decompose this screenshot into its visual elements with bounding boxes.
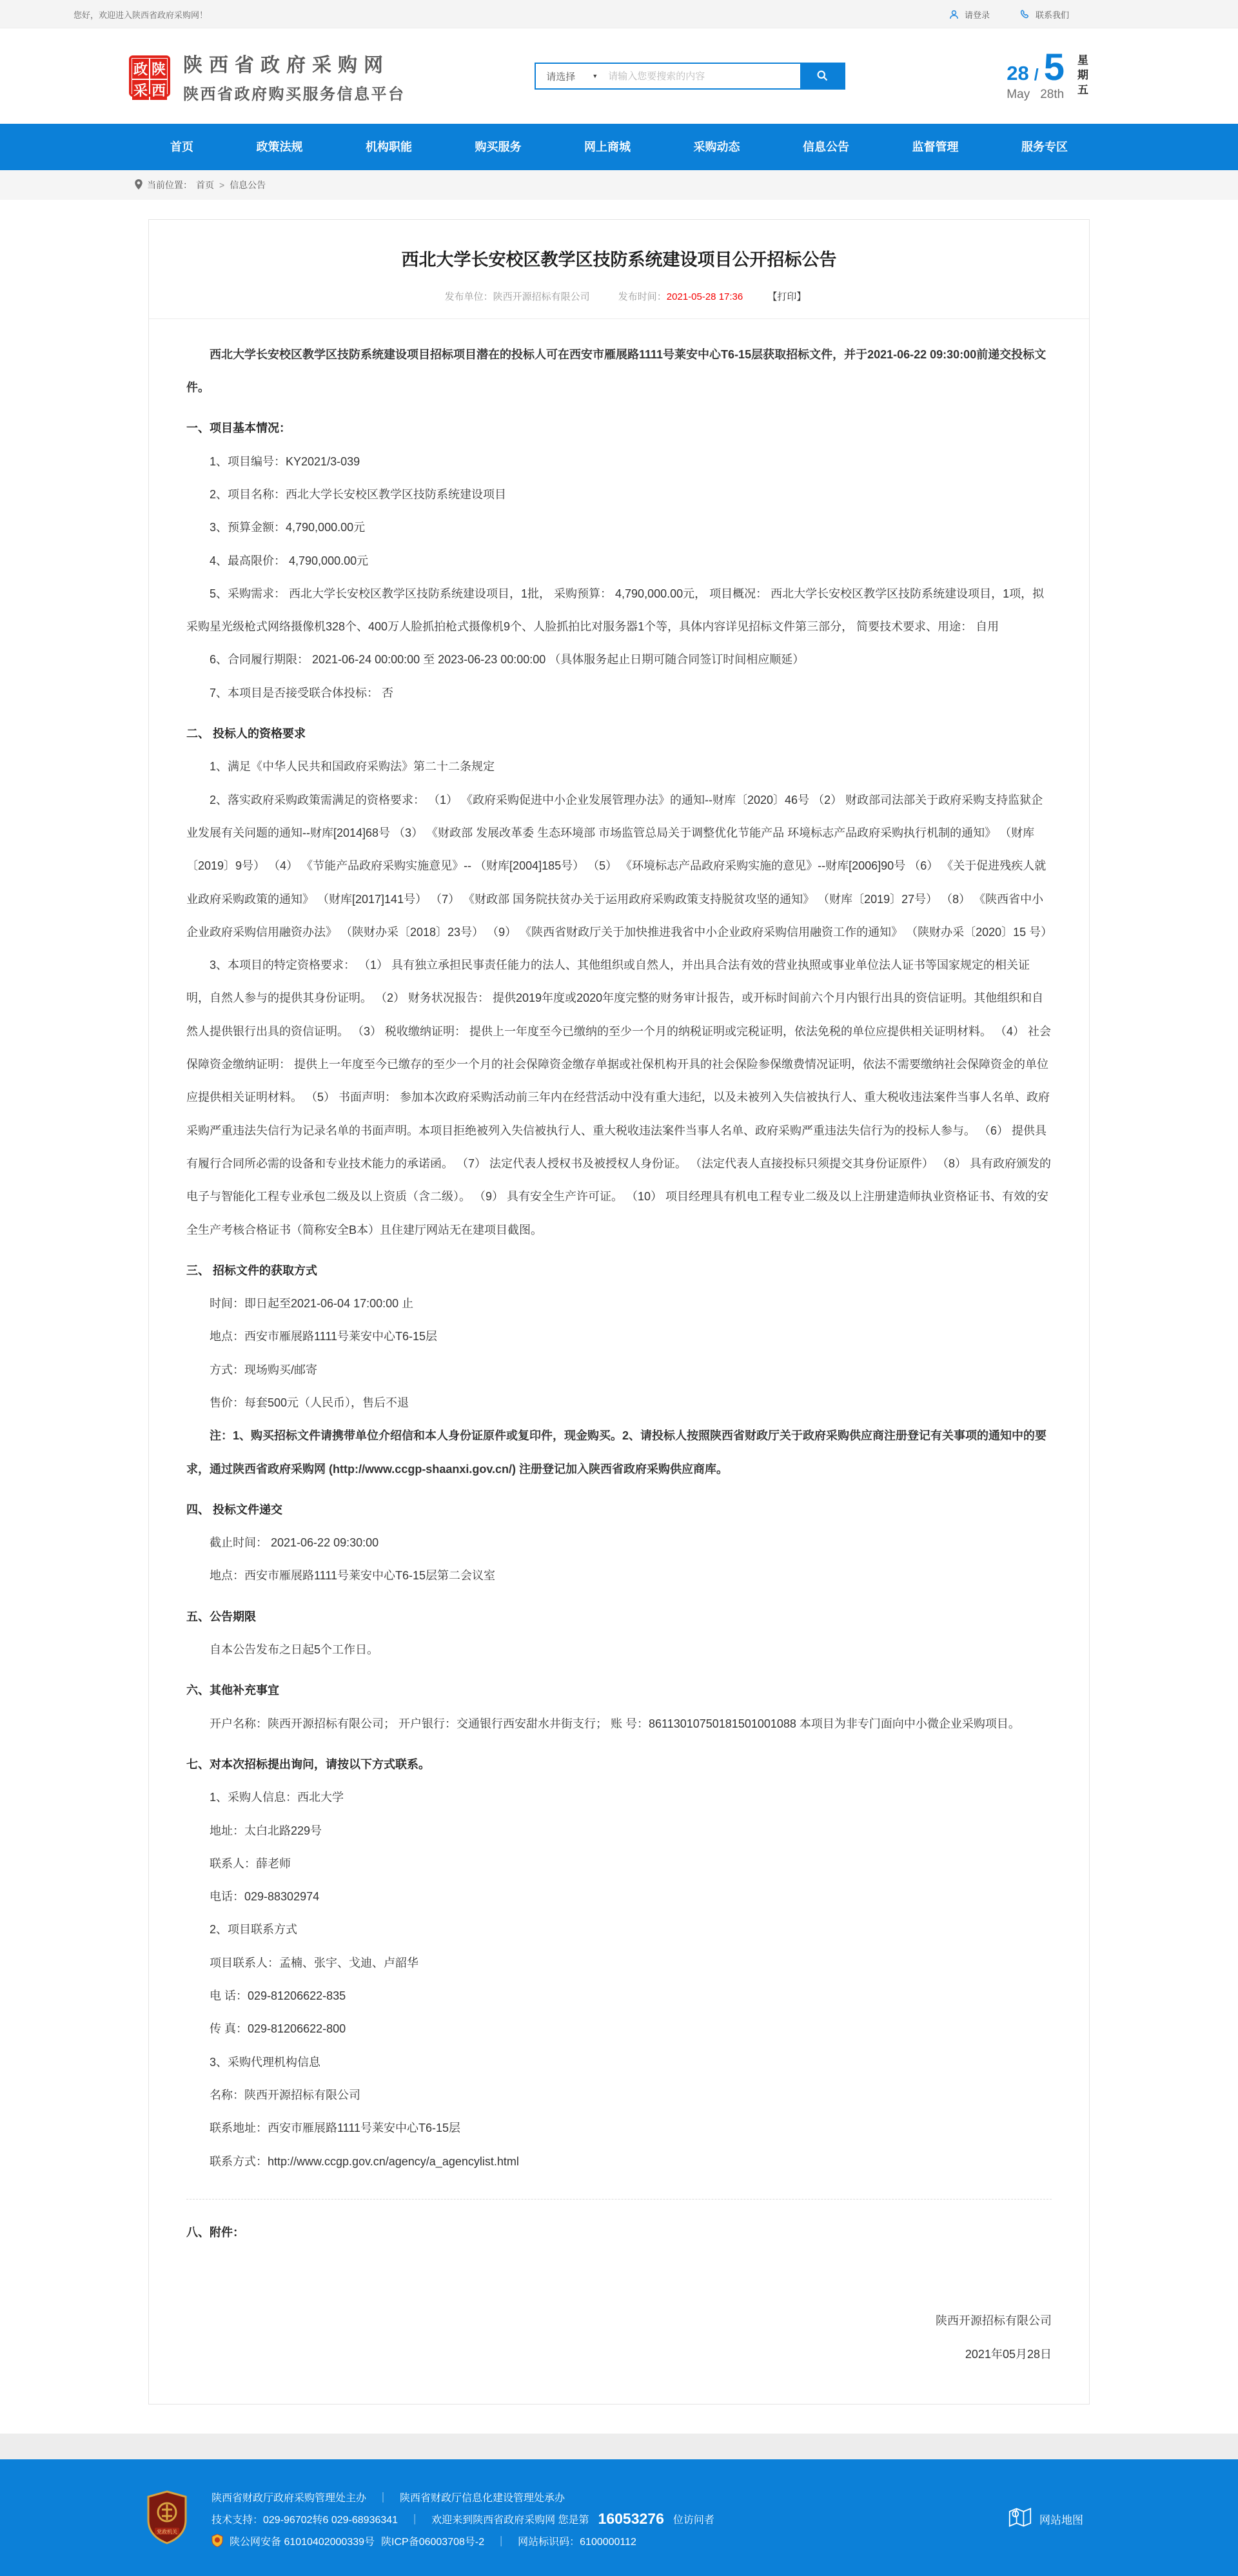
footer-welcome: 欢迎来到陕西省政府采购网 您是第	[431, 2514, 589, 2526]
login-label: 请登录	[964, 10, 990, 20]
article-paragraph: 2、落实政府采购政策需满足的资格要求： （1） 《政府采购促进中小企业发展管理办法》的通知--财库〔2020〕46号 （2） 财政部司法部关于政府采购支持监狱企业发展有关问题的通知--财库[2014]68号 （3） 《财政部 发展改革委 生态环境部 市场监管总局关于调整优化节能产品 环境标志产品政府采购执行机制的通知》 （财库〔2019〕9号） （4） 《节能产品政府采购实施意见》-- （财库[2004]185号） （5） 《环境标志产品政府采购实施的意见》--财库[2006]90号 （6） 《关于促进残疾人就业政府采购政策的通知》 （财库[2017]141号） （7） 《财政部 国务院扶贫办关于运用政府采购政策支持脱贫攻坚的通知》 （财库〔2019〕27号） （8） 《陕西省中小企业政府采购信用融资办法》 （陕财办采〔2018〕23号） （9） 《陕西省财政厅关于加快推进我省中小企业政府采购信用融资工作的通知》 （陕财办采〔2020〕15 号）	[186, 793, 1053, 939]
phone-icon	[1019, 9, 1030, 20]
article-paragraph: 6、合同履行期限： 2021-06-24 00:00:00 至 2023-06-23 00:00:00 （具体服务起止日期可随合同签订时间相应顺延）	[210, 653, 805, 667]
icp-record-link[interactable]: 陕ICP备06003708号-2	[381, 2536, 485, 2548]
footer-host-line	[211, 2490, 714, 2504]
article-paragraph: 2、项目联系方式	[210, 1923, 298, 1937]
nav-item-6[interactable]: 信息公告	[803, 141, 849, 153]
publisher-name: 陕西开源招标有限公司	[493, 291, 590, 302]
article-paragraph: 地点：西安市雁展路1111号莱安中心T6-15层	[210, 1330, 438, 1343]
search-icon	[816, 69, 829, 84]
article-paragraph: 联系人：薛老师	[210, 1857, 291, 1870]
site-header	[0, 28, 1238, 124]
sitemap-link[interactable]	[1007, 2506, 1083, 2532]
site-code: 网站标识码：6100000112	[518, 2536, 636, 2548]
breadcrumb-current[interactable]: 信息公告	[230, 180, 266, 190]
nav-item-0[interactable]: 首页	[170, 141, 193, 153]
footer	[0, 2459, 1238, 2576]
publisher-label: 发布单位：	[444, 291, 493, 302]
publish-meta	[186, 289, 1052, 303]
footer-host-1: 陕西省财政厅政府采购管理处主办	[211, 2492, 367, 2504]
section-divider	[186, 2199, 1052, 2200]
footer-support-line	[211, 2510, 714, 2528]
article-paragraph: 西北大学长安校区教学区技防系统建设项目招标项目潜在的投标人可在西安市雁展路1111号莱安中心T6-15层获取招标文件，并于2021-06-22 09:30:00前递交投标文件。	[186, 347, 1046, 395]
logo-char: 政	[132, 59, 149, 79]
article-paragraph: 联系地址：西安市雁展路1111号莱安中心T6-15层	[210, 2122, 461, 2135]
footer-separator: ｜	[378, 2492, 389, 2504]
visitor-count: 16053276	[598, 2510, 664, 2527]
welcome-text: 您好，欢迎进入陕西省政府采购网！	[74, 10, 208, 20]
main-nav-bar	[0, 124, 1238, 170]
logo-char: 西	[150, 80, 167, 100]
nav-item-5[interactable]: 采购动态	[693, 141, 740, 153]
article-paragraph: 时间：即日起至2021-06-04 17:00:00 止	[210, 1297, 414, 1311]
article-paragraph: 六、其他补充事宜	[186, 1684, 279, 1697]
footer-separator: ｜	[409, 2514, 420, 2526]
search-select-value: 请选择	[546, 71, 576, 83]
footer-separator: ｜	[496, 2536, 507, 2548]
login-link[interactable]	[948, 8, 990, 21]
main-nav	[129, 124, 1109, 170]
footer-welcome-suffix: 位访问者	[673, 2514, 714, 2526]
publish-time-label: 发布时间：	[618, 291, 667, 302]
publish-time: 2021-05-28 17:36	[666, 291, 743, 302]
date-widget	[1007, 46, 1109, 102]
breadcrumb	[129, 170, 1109, 200]
article-paragraph: 地址：太白北路229号	[210, 1824, 322, 1837]
nav-item-3[interactable]: 购买服务	[475, 141, 522, 153]
site-name: 陕西省政府采购网	[183, 54, 389, 76]
signature-block	[149, 2304, 1089, 2371]
article-paragraph: 5、采购需求： 西北大学长安校区教学区技防系统建设项目，1批， 采购预算： 4,790,000.00元， 项目概况： 西北大学长安校区教学区技防系统建设项目，1项，拟采购星光级枪式网络摄像机328个、400万人脸抓拍枪式摄像机9个、人脸抓拍比对服务器1个等，具体内容详见招标文件第三部分， 简要技术要求、用途： 自用	[186, 587, 1045, 634]
article-paragraph: 地点：西安市雁展路1111号莱安中心T6-15层第二会议室	[210, 1569, 496, 1583]
nav-item-8[interactable]: 服务专区	[1021, 141, 1068, 153]
topbar	[0, 0, 1238, 28]
article-paragraph: 电话：029-88302974	[210, 1890, 320, 1904]
search-input[interactable]	[607, 64, 800, 88]
article-paragraph: 传 真：029-81206622-800	[210, 2022, 346, 2036]
article-paragraph: 三、 招标文件的获取方式	[186, 1264, 317, 1277]
article-paragraph: 电 话：029-81206622-835	[210, 1989, 346, 2003]
article-paragraph: 名称：陕西开源招标有限公司	[210, 2088, 360, 2102]
breadcrumb-label: 当前位置：	[147, 180, 192, 190]
site-subtitle: 陕西省政府购买服务信息平台	[183, 85, 406, 103]
police-badge-icon	[211, 2534, 223, 2547]
article-paragraph: 1、满足《中华人民共和国政府采购法》第二十二条规定	[210, 760, 495, 774]
date-weekday: 星期五	[1076, 54, 1088, 99]
contact-label: 联系我们	[1035, 10, 1069, 20]
date-month-en: May	[1007, 87, 1030, 101]
article-paragraph: 1、采购人信息：西北大学	[210, 1791, 344, 1804]
date-month: 5	[1043, 46, 1065, 88]
footer-support: 技术支持：029-96702转6 029-68936341	[211, 2514, 398, 2526]
police-record-link[interactable]: 陕公网安备 61010402000339号	[230, 2536, 375, 2548]
location-pin-icon	[134, 179, 143, 191]
article-paragraph: 7、本项目是否接受联合体投标： 否	[210, 686, 394, 699]
article-paragraph: 截止时间： 2021-06-22 09:30:00	[210, 1536, 379, 1550]
article-paragraph: 五、公告期限	[186, 1610, 256, 1623]
chevron-down-icon: ▼	[592, 73, 598, 79]
article-paragraph: 方式：现场购买/邮寄	[210, 1363, 318, 1376]
article-paragraph: 2、项目名称：西北大学长安校区教学区技防系统建设项目	[210, 487, 507, 501]
article-body	[149, 319, 1089, 2249]
announcement-card	[148, 219, 1090, 2405]
print-button[interactable]: 【打印】	[767, 291, 807, 302]
search-box	[535, 63, 845, 90]
date-day: 28	[1007, 61, 1029, 84]
contact-link[interactable]	[1019, 8, 1069, 21]
gov-badge-icon	[146, 2490, 188, 2548]
date-day-en: 28th	[1040, 87, 1065, 101]
nav-item-7[interactable]: 监督管理	[912, 141, 959, 153]
article-paragraph: 开户名称：陕西开源招标有限公司； 开户银行：交通银行西安甜水井街支行； 账 号：86113010750181501001088 本项目为非专门面向中小微企业采购项目。	[210, 1717, 1020, 1730]
page-main	[0, 200, 1238, 2405]
page-title: 西北大学长安校区教学区技防系统建设项目公开招标公告	[401, 250, 837, 269]
article-paragraph: 联系方式：http://www.ccgp.gov.cn/agency/a_agencylist.html	[210, 2154, 519, 2168]
logo-char: 采	[132, 80, 149, 100]
article-paragraph: 一、项目基本情况：	[186, 422, 291, 435]
article-paragraph: 4、最高限价： 4,790,000.00元	[210, 554, 369, 567]
user-icon	[948, 9, 959, 20]
article-paragraph: 3、本项目的特定资格要求： （1） 具有独立承担民事责任能力的法人、其他组织或自然人，并出具合法有效的营业执照或事业单位法人证书等国家规定的相关证明，自然人参与的提供其身份证明。 （2） 财务状况报告： 提供2019年度或2020年度完整的财务审计报告，或开标时间前六个月内银行出具的资信证明。其他组织和自然人提供银行出具的资信证明。 （3） 税收缴纳证明： 提供上一年度至今已缴纳的至少一个月的纳税证明或完税证明，依法免税的单位应提供相关证明材料。 （4） 社会保障资金缴纳证明： 提供上一年度至今已缴存的至少一个月的社会保障资金缴存单据或社保机构开具的社会保险参保缴费情况证明，依法不需要缴纳社会保障资金的单位应提供相关证明材料。 （5） 书面声明： 参加本次政府采购活动前三年内在经营活动中没有重大违纪，以及未被列入失信被执行人、重大税收违法案件当事人名单、政府采购严重违法失信行为记录名单的书面声明。本项目拒绝被列入失信被执行人、重大税收违法案件当事人名单、政府采购严重违法失信行为的投标人参与。 （6） 提供具有履行合同所必需的设备和专业技术能力的承诺函。 （7） 法定代表人授权书及被授权人身份证。 （法定代表人直接投标只须提交其身份证原件） （8） 具有政府颁发的电子与智能化工程专业承包二级及以上资质（含二级）。 （9） 具有安全生产许可证。 （10） 项目经理具有机电工程专业二级及以上注册建造师执业资格证书、有效的安全生产考核合格证书（简称安全B本）且住建厅网站无在建项目截图。	[186, 959, 1052, 1236]
logo-char: 陕	[150, 59, 167, 79]
article-paragraph: 项目联系人：孟楠、张宇、戈迪、卢韶华	[210, 1956, 418, 1969]
pre-footer-band	[0, 2434, 1238, 2459]
nav-item-2[interactable]: 机构职能	[366, 141, 412, 153]
article-paragraph: 七、对本次招标提出询问，请按以下方式联系。	[186, 1757, 430, 1771]
search-category-select[interactable]	[536, 64, 607, 88]
footer-record-line	[211, 2533, 714, 2548]
nav-item-4[interactable]: 网上商城	[584, 141, 631, 153]
search-button[interactable]	[800, 64, 844, 88]
article-paragraph: 二、 投标人的资格要求	[186, 727, 306, 741]
article-header	[149, 220, 1089, 319]
logo-mark-icon	[129, 55, 170, 97]
article-paragraph: 注：1、购买招标文件请携带单位介绍信和本人身份证原件或复印件，现金购买。2、请投标人按照陕西省财政厅关于政府采购供应商注册登记有关事项的通知中的要求，通过陕西省政府采购网 (http://www.ccgp-shaanxi.gov.cn/) 注册登记加入陕西省政府采购供应商库。	[186, 1429, 1047, 1476]
article-paragraph: 自本公告发布之日起5个工作日。	[210, 1643, 379, 1657]
article-paragraph: 3、采购代理机构信息	[210, 2055, 321, 2069]
article-paragraph: 八、附件：	[186, 2225, 244, 2239]
article-paragraph: 售价：每套500元（人民币），售后不退	[210, 1396, 409, 1409]
sitemap-label: 网站地图	[1039, 2513, 1083, 2526]
article-paragraph: 3、预算金额：4,790,000.00元	[210, 521, 366, 534]
footer-text	[211, 2484, 714, 2554]
signature-company: 陕西开源招标有限公司	[936, 2314, 1052, 2328]
article-paragraph: 四、 投标文件递交	[186, 1503, 283, 1516]
footer-host-2: 陕西省财政厅信息化建设管理处承办	[400, 2492, 565, 2504]
signature-date: 2021年05月28日	[965, 2348, 1052, 2361]
date-slash: /	[1034, 65, 1039, 84]
breadcrumb-separator: >	[219, 180, 225, 190]
svg-text:党政机关: 党政机关	[157, 2528, 177, 2535]
nav-item-1[interactable]: 政策法规	[256, 141, 303, 153]
sitemap-icon	[1007, 2506, 1033, 2532]
breadcrumb-home-link[interactable]: 首页	[196, 180, 214, 190]
breadcrumb-bar	[0, 170, 1238, 200]
article-paragraph: 1、项目编号：KY2021/3-039	[210, 454, 360, 468]
site-logo[interactable]	[129, 49, 406, 104]
